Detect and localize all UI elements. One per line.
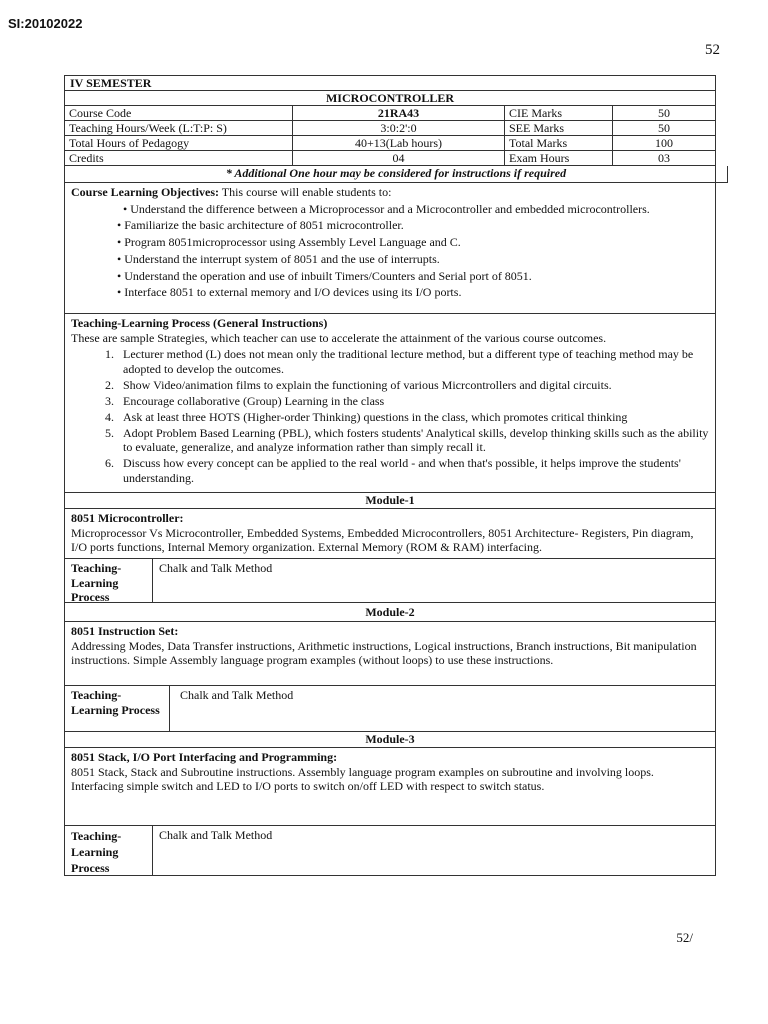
list-item: 1. Lecturer method (L) does not mean only the traditional lecture method, but a different type of teaching method may be adopted to develop the outcomes.	[117, 347, 709, 376]
list-item: 3. Encourage collaborative (Group) Learning in the class	[117, 394, 709, 409]
module-teaching-process	[65, 826, 715, 876]
objectives-intro: This course will enable students to:	[218, 185, 392, 199]
info-value: 40+13(Lab hours)	[293, 136, 505, 150]
tlp-label: Teaching-Learning Process	[65, 559, 153, 602]
course-info-row	[65, 136, 715, 151]
module-heading: Module-2	[65, 603, 715, 622]
info-right-value: 50	[658, 121, 670, 135]
tlp-method: Chalk and Talk Method	[159, 828, 273, 842]
module-teaching-process	[65, 559, 715, 603]
tlp-strategies-list	[71, 347, 709, 485]
module-text: Addressing Modes, Data Transfer instructions, Arithmetic instructions, Logical instructions, Branch instructions, Bit manipulation instructions. Simple Assembly language program examples (without loops) to use these instructions.	[71, 638, 697, 667]
additional-hour-note: * Additional One hour may be considered for instructions if required	[65, 166, 728, 183]
objectives-list	[71, 202, 709, 300]
tlp-intro: These are sample Strategies, which teacher can use to accelerate the attainment of the various course outcomes.	[71, 330, 607, 345]
module-content	[65, 509, 715, 559]
module-heading: Module-3	[65, 732, 715, 748]
info-label: Teaching Hours/Week (L:T:P: S)	[65, 121, 293, 135]
course-objectives	[65, 183, 715, 314]
list-item: • Familiarize the basic architecture of 8051 microcontroller.	[117, 218, 404, 233]
list-item: 4. Ask at least three HOTS (Higher-order Thinking) questions in the class, which promotes critical thinking	[117, 410, 709, 425]
list-item: • Program 8051microprocessor using Assembly Level Language and C.	[117, 235, 461, 250]
list-item: 2. Show Video/animation films to explain the functioning of various Micrcontrollers and digital circuits.	[117, 378, 709, 393]
module-topic: 8051 Stack, I/O Port Interfacing and Programming:	[71, 750, 338, 764]
semester-label: IV SEMESTER	[65, 76, 715, 91]
info-right-value: 03	[658, 151, 670, 165]
info-right-label: Exam Hours	[505, 151, 613, 165]
tlp-label: Teaching-Learning Process	[65, 686, 170, 731]
module-content	[65, 748, 715, 826]
module-text: 8051 Stack, Stack and Subroutine instructions. Assembly language program examples on subroutine and involving loops.	[71, 764, 654, 779]
tlp-heading: Teaching-Learning Process (General Instructions)	[71, 316, 328, 330]
module-text: Microprocessor Vs Microcontroller, Embedded Systems, Embedded Microcontrollers, 8051 Architecture- Registers, Pin diagram, I/O ports functions, Internal Memory organization. External Memory (ROM & RAM) interfacing.	[71, 525, 694, 554]
list-item: • Understand the operation and use of inbuilt Timers/Counters and Serial port of 8051.	[117, 268, 532, 283]
course-info-row	[65, 121, 715, 136]
info-right-value: 100	[655, 136, 673, 150]
list-item: 5. Adopt Problem Based Learning (PBL), which fosters students' Analytical skills, develop thinking skills such as the ability to evaluate, generalize, and analyze information rather than simply recall it.	[117, 426, 709, 455]
info-label: Total Hours of Pedagogy	[65, 136, 293, 150]
syllabus-table	[64, 75, 716, 876]
document-id: SI:20102022	[8, 16, 83, 31]
list-item: • Understand the interrupt system of 8051 and the use of interrupts.	[117, 251, 440, 266]
module-content	[65, 622, 715, 686]
list-item: 6. Discuss how every concept can be applied to the real world - and when that's possible, it helps improve the students' understanding.	[117, 456, 709, 485]
list-item: • Interface 8051 to external memory and I/O devices using its I/O ports.	[117, 285, 462, 300]
teaching-learning-general	[65, 314, 715, 493]
tlp-label: Teaching-Learning Process	[65, 826, 153, 875]
info-label: Credits	[65, 151, 293, 165]
info-label: Course Code	[65, 106, 293, 120]
course-info-row	[65, 106, 715, 121]
module-heading: Module-1	[65, 493, 715, 509]
info-right-value: 50	[658, 106, 670, 120]
course-info-row	[65, 151, 715, 166]
page-number-bottom: 52/	[676, 930, 693, 945]
objectives-heading: Course Learning Objectives:	[71, 185, 219, 199]
module-text: Interfacing simple switch and LED to I/O ports to switch on/off LED with respect to switch status.	[71, 779, 545, 793]
list-item: • Understand the difference between a Microprocessor and a Microcontroller and embedded microcontrollers.	[123, 201, 650, 216]
course-title: MICROCONTROLLER	[65, 91, 715, 106]
page-number-top: 52	[705, 42, 720, 58]
module-topic: 8051 Microcontroller:	[71, 511, 184, 525]
tlp-method: Chalk and Talk Method	[159, 561, 273, 575]
info-right-label: CIE Marks	[505, 106, 613, 120]
course-code: 21RA43	[293, 106, 505, 120]
module-teaching-process	[65, 686, 715, 732]
info-right-label: Total Marks	[505, 136, 613, 150]
module-topic: 8051 Instruction Set:	[71, 624, 179, 638]
tlp-method: Chalk and Talk Method	[180, 688, 294, 702]
info-right-label: SEE Marks	[505, 121, 613, 135]
info-value: 3:0:2':0	[293, 121, 505, 135]
info-value: 04	[293, 151, 505, 165]
